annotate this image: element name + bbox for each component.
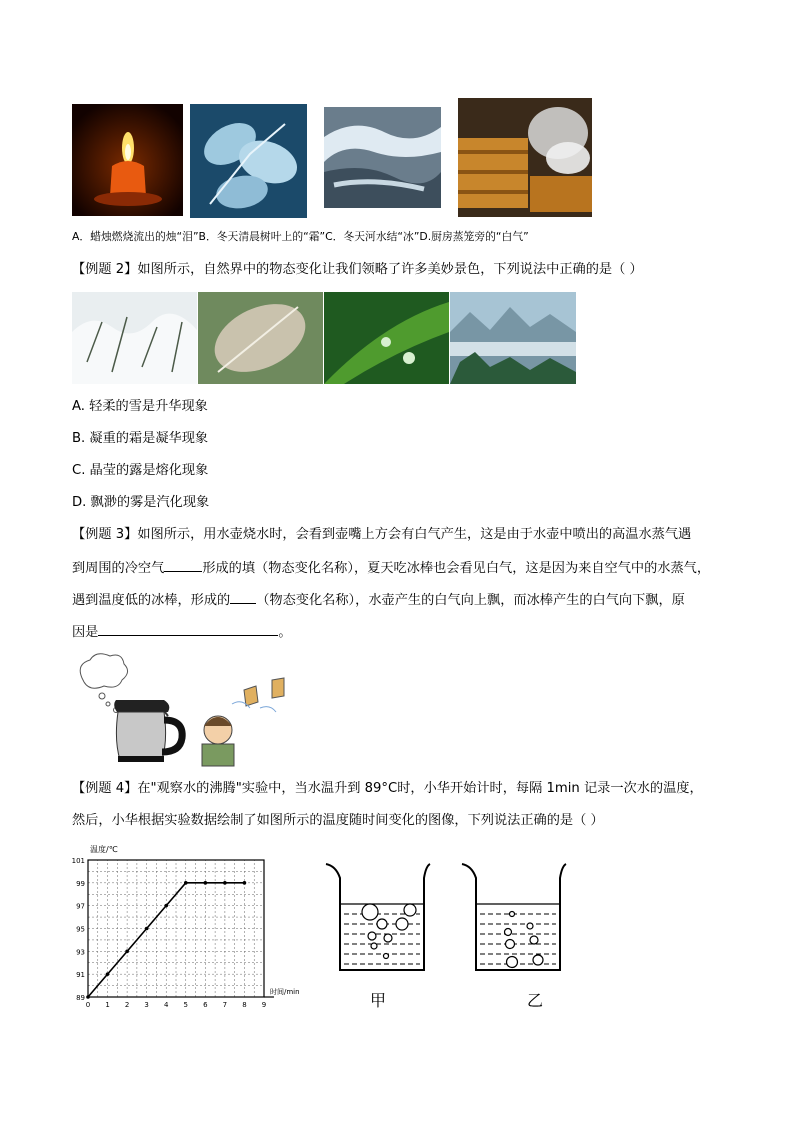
kettle-icecream-illustration (72, 650, 302, 768)
x-tick-label: 0 (85, 1001, 91, 1009)
y-tick-label: 91 (76, 971, 85, 980)
q2-option-d: D. 飘渺的雾是汽化现象 (72, 495, 210, 510)
data-point (125, 950, 129, 954)
y-tick-label: 97 (76, 902, 85, 911)
dew-photo (324, 292, 449, 384)
x-tick-label: 1 (105, 1001, 110, 1009)
q2-option-a: A. 轻柔的雪是升华现象 (72, 399, 208, 414)
candle-photo (72, 104, 183, 216)
frost-photo (198, 292, 323, 384)
data-point (145, 927, 149, 931)
frost-leaf-photo (190, 104, 307, 218)
x-tick-label: 8 (242, 1001, 247, 1009)
answer-blank-3 (98, 622, 278, 636)
q2-option-c: C. 晶莹的露是熔化现象 (72, 463, 209, 478)
q4-line-2: 然后，小华根据实验数据绘制了如图所示的温度随时间变化的图像，下列说法正确的是（ ） (72, 813, 604, 828)
beaker-yi (458, 860, 568, 980)
q1-options: A．蜡烛燃烧流出的烛“泪”B．冬天清晨树叶上的“霜”C．冬天河水结“冰”D.厨房蒸笼旁的“白气” (72, 230, 529, 243)
q3-line-3: 遇到温度低的冰棒，形成的 （物态变化名称），水壶产生的白气向上飘，而冰棒产生的白气向下飘，原 (72, 590, 685, 610)
data-point (223, 881, 227, 885)
q2-stem: 【例题 2】如图所示，自然界中的物态变化让我们领略了许多美妙景色，下列说法中正确的是（ ） (72, 262, 643, 277)
x-tick-label: 4 (163, 1001, 169, 1009)
q3-line-1: 【例题 3】如图所示，用水壶烧水时，会看到壶嘴上方会有白气产生，这是由于水壶中喷出的高温水蒸气遇 (72, 527, 692, 542)
data-point (86, 995, 90, 999)
x-tick-label: 5 (183, 1001, 189, 1009)
chart-ylabel: 温度/℃ (90, 845, 118, 854)
x-tick-label: 9 (261, 1001, 267, 1009)
x-tick-label: 6 (203, 1001, 208, 1009)
steamer-photo (458, 98, 592, 217)
q4-line-1: 【例题 4】在"观察水的沸腾"实验中，当水温升到 89°C时，小华开始计时，每隔 1min 记录一次水的温度， (72, 781, 703, 796)
q2-option-b: B. 凝重的霜是凝华现象 (72, 431, 209, 446)
beaker-jia (322, 860, 432, 980)
x-tick-label: 2 (124, 1001, 130, 1009)
chart-xlabel: 时间/min (270, 988, 300, 996)
x-tick-label: 3 (144, 1001, 149, 1009)
data-point (204, 881, 208, 885)
y-tick-label: 101 (71, 857, 85, 865)
snow-photo (72, 292, 197, 384)
data-point (184, 881, 188, 885)
fog-photo (450, 292, 576, 384)
y-tick-label: 93 (76, 948, 85, 957)
x-tick-label: 7 (222, 1001, 228, 1009)
q3-line-2: 到周围的冷空气 形成的填（物态变化名称），夏天吃冰棒也会看见白气，这是因为来自空气中的水蒸气， (72, 558, 710, 578)
y-tick-label: 95 (76, 925, 85, 934)
y-tick-label: 89 (76, 994, 85, 1002)
data-point (106, 972, 110, 976)
temperature-time-chart (70, 842, 310, 1010)
answer-blank-1 (164, 558, 202, 572)
q3-line-4: 因是 。 (72, 622, 292, 642)
data-point (164, 904, 168, 908)
data-point (243, 881, 247, 885)
y-tick-label: 99 (76, 879, 85, 888)
answer-blank-2 (230, 590, 256, 604)
beaker-label-jia: 甲 (370, 991, 387, 1010)
beaker-label-yi: 乙 (527, 991, 544, 1010)
frozen-river-photo (324, 107, 441, 208)
